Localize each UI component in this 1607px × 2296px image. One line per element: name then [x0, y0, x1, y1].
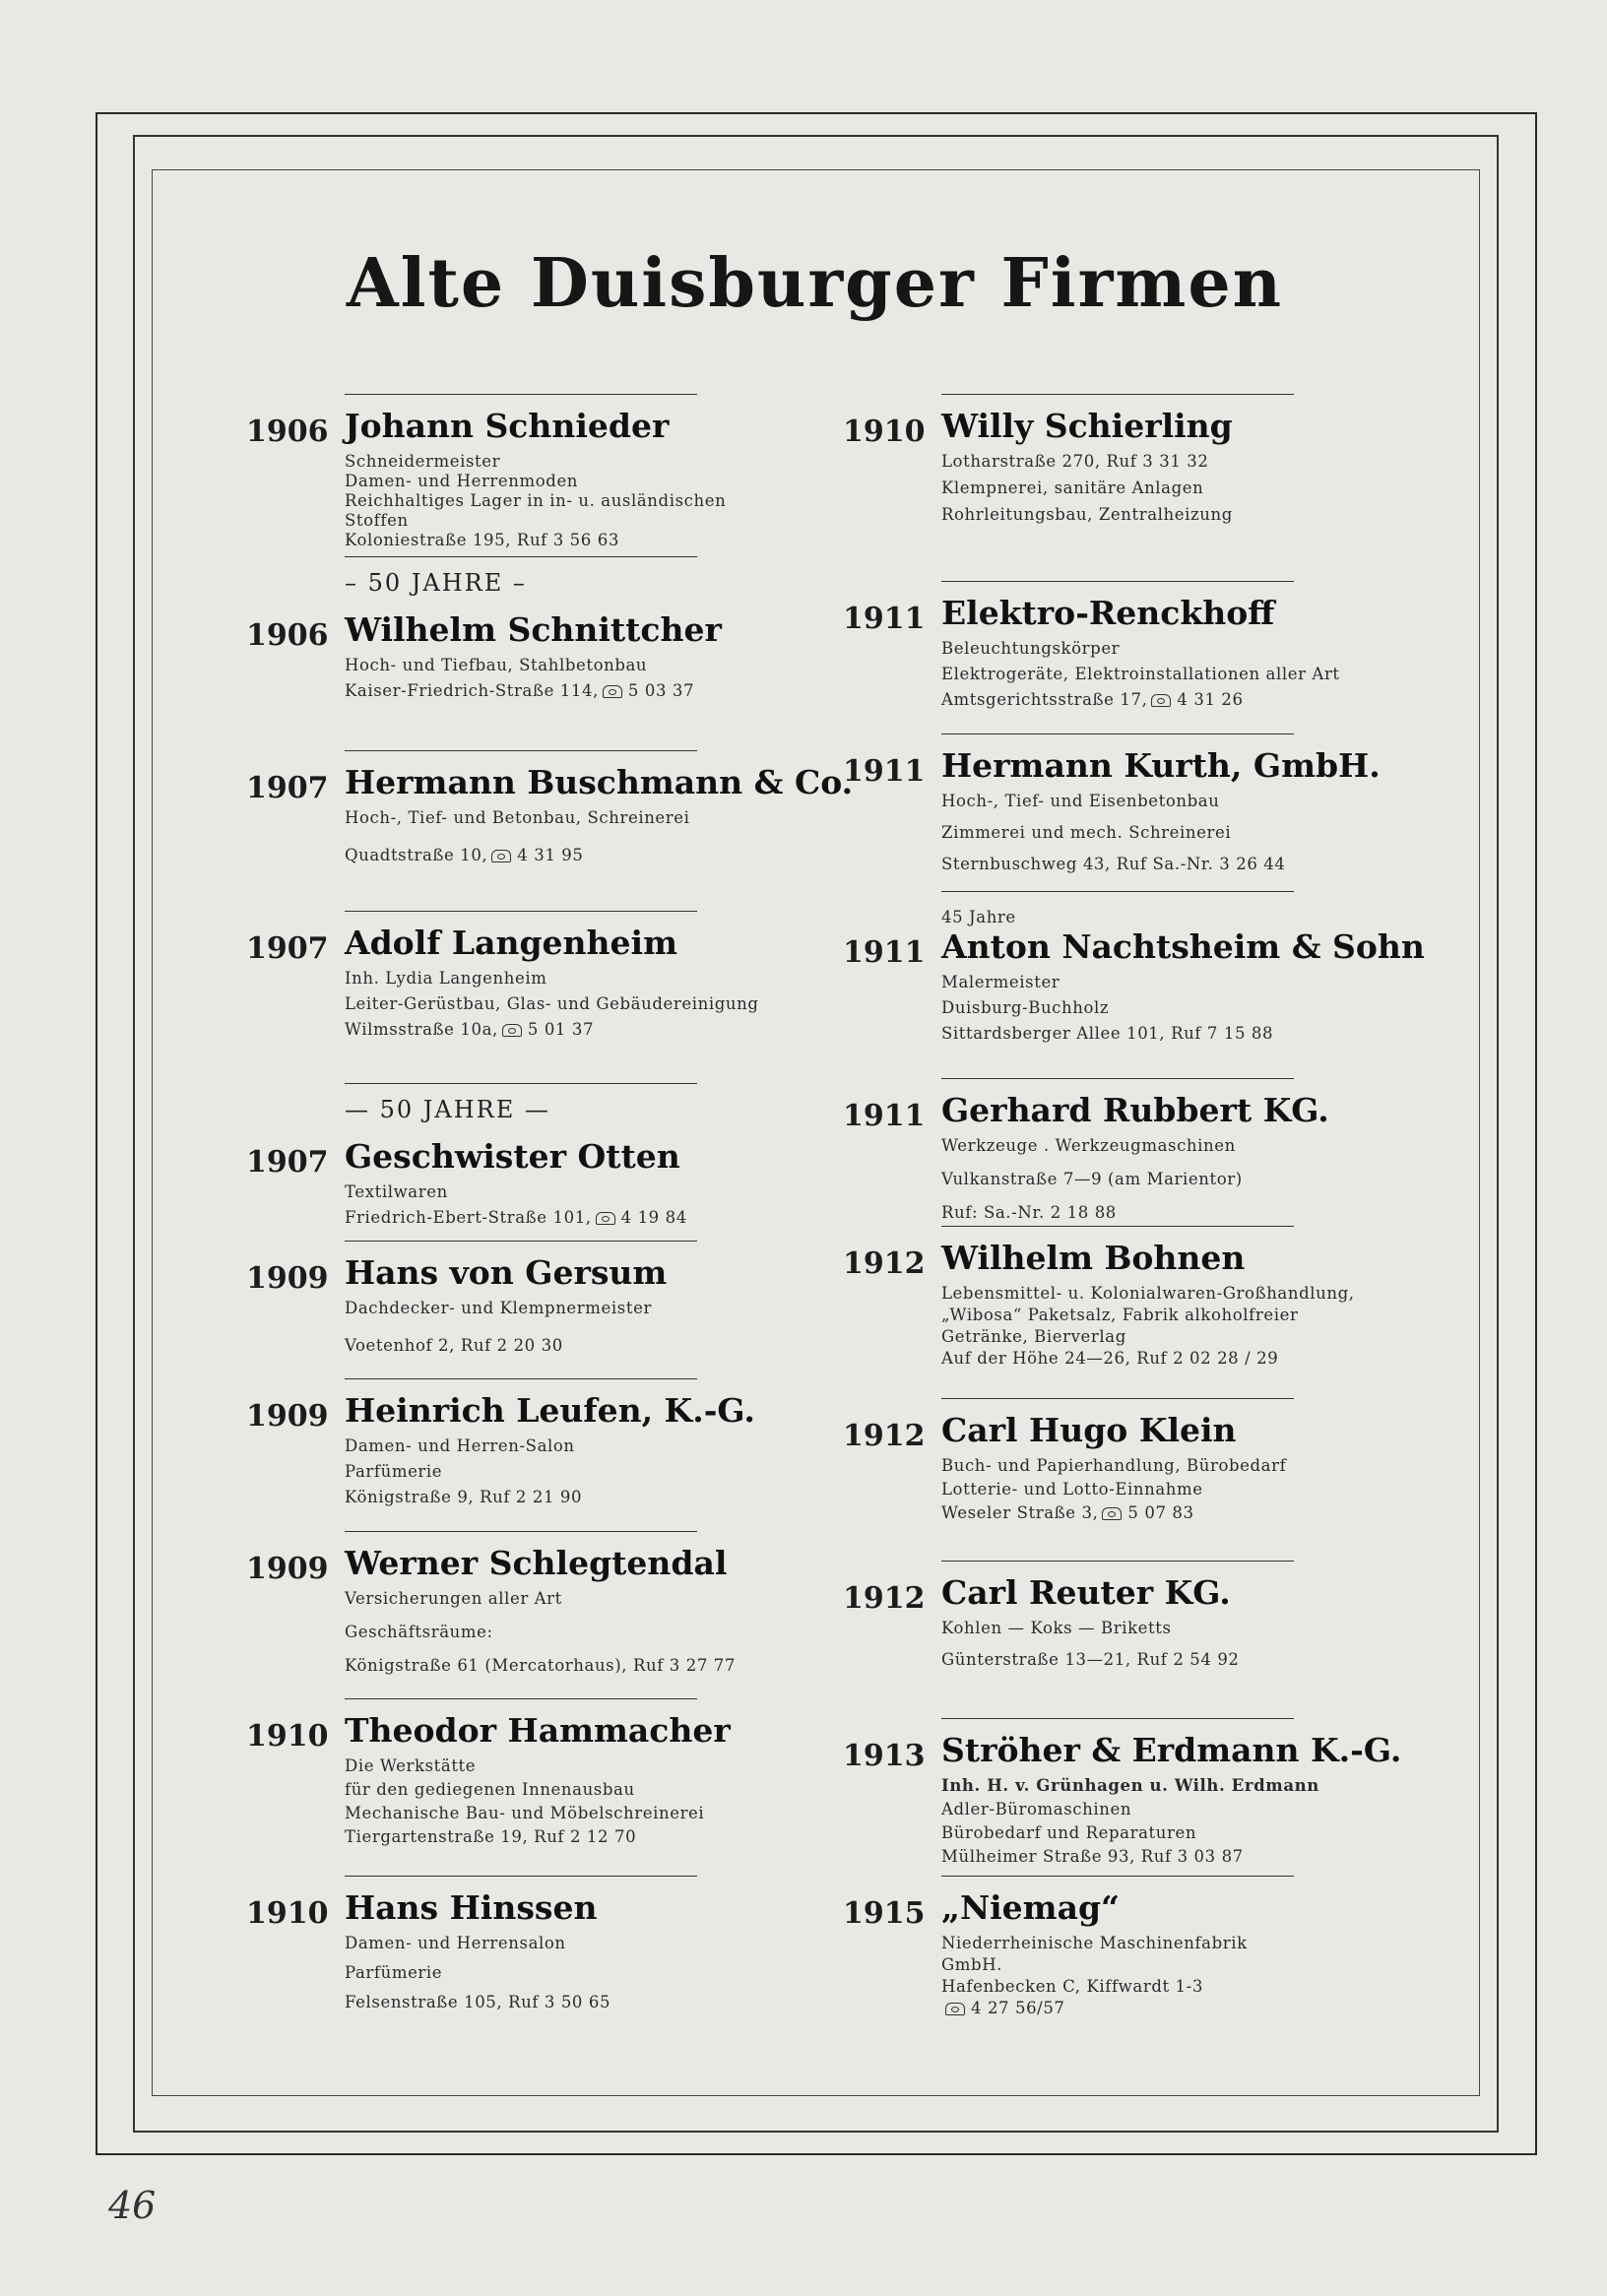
detail-text: Mülheimer Straße 93, Ruf 3 03 87: [941, 1847, 1244, 1866]
separator-rule: [345, 394, 697, 395]
firm-detail-line: [941, 1977, 1203, 1996]
firm-detail-line: [941, 1024, 1273, 1043]
detail-text: Amtsgerichtsstraße 17,: [941, 690, 1148, 709]
separator-rule: [345, 911, 697, 912]
detail-text: Sternbuschweg 43, Ruf Sa.-Nr. 3 26 44: [941, 855, 1286, 873]
firm-detail-line: [941, 1480, 1203, 1499]
firm-detail-line: [345, 1488, 582, 1506]
telephone-icon: [502, 1024, 522, 1037]
firm-detail-line: [941, 1800, 1131, 1818]
firm-detail-line: [345, 1756, 476, 1775]
separator-rule: [941, 1226, 1294, 1227]
firm-detail-line: [941, 1327, 1126, 1346]
separator-rule: [345, 1241, 697, 1242]
firm-detail-line: [941, 1456, 1286, 1475]
detail-text: GmbH.: [941, 1955, 1003, 1974]
detail-text: Hoch-, Tief- und Betonbau, Schreinerei: [345, 808, 690, 827]
phone-number: 5 03 37: [627, 681, 695, 700]
firm-detail-line: [941, 998, 1109, 1017]
firm-detail-line: [345, 1827, 636, 1846]
detail-text: Günterstraße 13—21, Ruf 2 54 92: [941, 1650, 1240, 1669]
detail-text: Duisburg-Buchholz: [941, 998, 1110, 1017]
founding-year: 1912: [843, 1246, 926, 1281]
detail-text: Königstraße 61 (Mercatorhaus), Ruf 3 27 77: [345, 1656, 736, 1675]
firm-detail-line: [345, 808, 690, 827]
firm-detail-line: [941, 1823, 1196, 1842]
firm-detail-line: [941, 505, 1233, 524]
firm-name: Hermann Kurth, GmbH.: [941, 746, 1381, 785]
founding-year: 1909: [246, 1261, 329, 1296]
firm-detail-line: [941, 1999, 1065, 2017]
firm-detail-line: [345, 491, 726, 510]
detail-text: Werkzeuge . Werkzeugmaschinen: [941, 1136, 1236, 1155]
separator-rule: [345, 1698, 697, 1699]
founding-year: 1913: [843, 1739, 926, 1773]
firm-detail-line: [345, 846, 583, 864]
detail-text: Bürobedarf und Reparaturen: [941, 1823, 1197, 1842]
firm-detail-line: [941, 452, 1209, 471]
firm-detail-line: [345, 1804, 704, 1822]
founding-year: 1911: [843, 1099, 926, 1133]
detail-text: Lotharstraße 270, Ruf 3 31 32: [941, 452, 1209, 471]
detail-text: Leiter-Gerüstbau, Glas- und Gebäudereinigung: [345, 994, 759, 1013]
firm-detail-line: [345, 1623, 493, 1641]
telephone-icon: [491, 850, 511, 862]
firm-detail-line: [345, 1993, 611, 2011]
firm-detail-line: [345, 531, 619, 549]
firm-name: Wilhelm Bohnen: [941, 1239, 1246, 1277]
detail-text: Wilmsstraße 10a,: [345, 1020, 498, 1039]
detail-text: Hafenbecken C, Kiffwardt 1-3: [941, 1977, 1203, 1996]
firm-detail-line: [941, 639, 1120, 658]
firm-detail-line: [941, 1203, 1117, 1222]
firm-name: Anton Nachtsheim & Sohn: [941, 927, 1425, 966]
firm-detail-line: [345, 1336, 563, 1355]
detail-text: Rohrleitungsbau, Zentralheizung: [941, 505, 1233, 524]
firm-detail-line: [941, 1847, 1244, 1866]
detail-text: Beleuchtungskörper: [941, 639, 1121, 658]
firm-detail-line: [941, 478, 1203, 497]
separator-rule: [941, 1078, 1294, 1079]
firm-detail-line: [941, 1955, 1002, 1974]
firm-detail-line: [345, 1182, 448, 1201]
telephone-icon: [603, 685, 622, 698]
founding-year: 1907: [246, 1145, 329, 1180]
firm-name: Wilhelm Schnittcher: [345, 610, 722, 649]
phone-number: 4 31 26: [1177, 690, 1244, 709]
firm-name: Werner Schlegtendal: [345, 1544, 728, 1582]
detail-text: Lotterie- und Lotto-Einnahme: [941, 1480, 1203, 1499]
firm-name: „Niemag“: [941, 1888, 1121, 1927]
founding-year: 1910: [843, 415, 926, 449]
firm-name: Adolf Langenheim: [345, 924, 677, 962]
detail-text: Die Werkstätte: [345, 1756, 477, 1775]
detail-text: Klempnerei, sanitäre Anlagen: [941, 478, 1204, 497]
firm-detail-line: [941, 1776, 1319, 1795]
firm-detail-line: [345, 1589, 562, 1608]
firm-detail-line: [941, 973, 1060, 991]
firm-detail-line: [941, 1650, 1240, 1669]
firm-name: Geschwister Otten: [345, 1137, 680, 1176]
firm-detail-line: [345, 452, 500, 471]
separator-rule: [345, 556, 697, 557]
detail-text: Adler-Büromaschinen: [941, 1800, 1132, 1818]
detail-text: Textilwaren: [345, 1182, 448, 1201]
firm-detail-line: [941, 1934, 1248, 1952]
firm-detail-line: [345, 1020, 594, 1039]
detail-text: „Wibosa“ Paketsalz, Fabrik alkoholfreier: [941, 1306, 1299, 1324]
detail-text: für den gediegenen Innenausbau: [345, 1780, 635, 1799]
firm-name: Theodor Hammacher: [345, 1711, 731, 1750]
detail-text: Friedrich-Ebert-Straße 101,: [345, 1208, 592, 1227]
detail-text: Stoffen: [345, 511, 409, 530]
founding-year: 1911: [843, 602, 926, 636]
separator-rule: [345, 1378, 697, 1379]
firm-detail-line: [941, 690, 1244, 709]
detail-text: Mechanische Bau- und Möbelschreinerei: [345, 1804, 705, 1822]
founding-year: 1906: [246, 415, 329, 449]
firm-detail-line: [345, 1436, 575, 1455]
founding-year: 1907: [246, 771, 329, 805]
phone-number: 4 19 84: [620, 1208, 687, 1227]
firm-detail-line: [345, 1462, 442, 1481]
detail-text: Getränke, Bierverlag: [941, 1327, 1126, 1346]
separator-rule: [345, 750, 697, 751]
detail-text: Inh. Lydia Langenheim: [345, 969, 547, 988]
founding-year: 1911: [843, 935, 926, 970]
telephone-icon: [1151, 694, 1171, 707]
detail-text: Ruf: Sa.-Nr. 2 18 88: [941, 1203, 1117, 1222]
phone-number: 5 01 37: [527, 1020, 595, 1039]
firm-detail-line: [345, 969, 546, 988]
detail-text: Felsenstraße 105, Ruf 3 50 65: [345, 1993, 611, 2011]
firm-detail-line: [345, 656, 647, 674]
telephone-icon: [596, 1212, 615, 1225]
detail-text: Quadtstraße 10,: [345, 846, 488, 864]
detail-text: Damen- und Herrensalon: [345, 1934, 566, 1952]
separator-rule: [345, 1083, 697, 1084]
firm-detail-line: [345, 681, 694, 700]
firm-detail-line: [941, 1306, 1298, 1324]
founding-year: 1912: [843, 1581, 926, 1616]
firm-detail-line: [941, 1619, 1172, 1637]
firm-detail-line: [941, 823, 1231, 842]
detail-text: Parfümerie: [345, 1963, 443, 1982]
detail-text: Hoch-, Tief- und Eisenbetonbau: [941, 792, 1220, 810]
separator-rule: [941, 891, 1294, 892]
detail-text: Geschäftsräume:: [345, 1623, 493, 1641]
separator-rule: [941, 1718, 1294, 1719]
firm-detail-line: [941, 1503, 1194, 1522]
detail-text: Inh. H. v. Grünhagen u. Wilh. Erdmann: [941, 1776, 1319, 1795]
founding-year: 1910: [246, 1896, 329, 1931]
detail-text: Damen- und Herren-Salon: [345, 1436, 575, 1455]
firm-detail-line: [941, 665, 1340, 683]
separator-rule: [345, 1876, 697, 1877]
separator-rule: [941, 1876, 1294, 1877]
founding-year: 1912: [843, 1419, 926, 1453]
telephone-icon: [1102, 1507, 1122, 1520]
firm-name: Heinrich Leufen, K.-G.: [345, 1391, 755, 1430]
firm-name: Hermann Buschmann & Co.: [345, 763, 854, 801]
founding-year: 1907: [246, 931, 329, 966]
firm-name: Ströher & Erdmann K.-G.: [941, 1731, 1402, 1769]
firm-detail-line: [345, 472, 578, 490]
firm-name: Hans Hinssen: [345, 1888, 598, 1927]
separator-rule: [345, 1531, 697, 1532]
telephone-icon: [945, 2003, 965, 2015]
detail-text: Niederrheinische Maschinenfabrik: [941, 1934, 1248, 1952]
detail-text: Koloniestraße 195, Ruf 3 56 63: [345, 531, 619, 549]
firm-detail-line: [345, 994, 758, 1013]
detail-text: Elektrogeräte, Elektroinstallationen aller Art: [941, 665, 1340, 683]
firm-detail-line: [941, 1170, 1243, 1188]
firm-name: Johann Schnieder: [345, 407, 670, 445]
firm-name: Willy Schierling: [941, 407, 1233, 445]
firm-detail-line: [941, 855, 1285, 873]
separator-rule: [941, 581, 1294, 582]
founding-year: 1911: [843, 754, 926, 789]
detail-text: Malermeister: [941, 973, 1061, 991]
firm-name: Carl Hugo Klein: [941, 1411, 1237, 1449]
firm-name: Carl Reuter KG.: [941, 1573, 1231, 1612]
anniversary-label: — 50 JAHRE —: [345, 1096, 550, 1123]
firm-detail-line: [345, 1656, 736, 1675]
firm-name: Gerhard Rubbert KG.: [941, 1091, 1329, 1129]
detail-text: Weseler Straße 3,: [941, 1503, 1099, 1522]
separator-rule: [941, 733, 1294, 734]
anniversary-label: 45 Jahre: [941, 908, 1016, 926]
detail-text: Tiergartenstraße 19, Ruf 2 12 70: [345, 1827, 637, 1846]
detail-text: Lebensmittel- u. Kolonialwaren-Großhandlung,: [941, 1284, 1355, 1303]
separator-rule: [941, 1398, 1294, 1399]
separator-rule: [941, 394, 1294, 395]
detail-text: Sittardsberger Allee 101, Ruf 7 15 88: [941, 1024, 1274, 1043]
detail-text: Buch- und Papierhandlung, Bürobedarf: [941, 1456, 1287, 1475]
firm-name: Elektro-Renckhoff: [941, 594, 1275, 632]
firm-detail-line: [941, 1349, 1278, 1368]
detail-text: Dachdecker- und Klempnermeister: [345, 1299, 652, 1317]
page-number: 46: [108, 2184, 157, 2227]
detail-text: Versicherungen aller Art: [345, 1589, 562, 1608]
anniversary-label: – 50 JAHRE –: [345, 569, 527, 597]
firm-detail-line: [941, 792, 1219, 810]
phone-number: 4 27 56/57: [971, 1999, 1065, 2017]
detail-text: Zimmerei und mech. Schreinerei: [941, 823, 1232, 842]
phone-number: 5 07 83: [1127, 1503, 1194, 1522]
founding-year: 1909: [246, 1399, 329, 1434]
firm-detail-line: [345, 1299, 652, 1317]
detail-text: Hoch- und Tiefbau, Stahlbetonbau: [345, 656, 648, 674]
detail-text: Königstraße 9, Ruf 2 21 90: [345, 1488, 583, 1506]
founding-year: 1909: [246, 1552, 329, 1586]
detail-text: Vulkanstraße 7—9 (am Marientor): [941, 1170, 1243, 1188]
detail-text: Voetenhof 2, Ruf 2 20 30: [345, 1336, 563, 1355]
founding-year: 1910: [246, 1719, 329, 1754]
founding-year: 1915: [843, 1896, 926, 1931]
founding-year: 1906: [246, 618, 329, 653]
separator-rule: [941, 1561, 1294, 1562]
firm-detail-line: [345, 511, 409, 530]
page-title: Alte Duisburger Firmen: [346, 244, 1284, 323]
detail-text: Parfümerie: [345, 1462, 443, 1481]
firm-detail-line: [345, 1208, 687, 1227]
detail-text: Kaiser-Friedrich-Straße 114,: [345, 681, 599, 700]
detail-text: Kohlen — Koks — Briketts: [941, 1619, 1172, 1637]
firm-detail-line: [345, 1934, 566, 1952]
detail-text: Damen- und Herrenmoden: [345, 472, 579, 490]
detail-text: Auf der Höhe 24—26, Ruf 2 02 28 / 29: [941, 1349, 1279, 1368]
firm-detail-line: [345, 1780, 635, 1799]
firm-name: Hans von Gersum: [345, 1253, 668, 1292]
firm-detail-line: [941, 1284, 1355, 1303]
firm-detail-line: [345, 1963, 442, 1982]
detail-text: Reichhaltiges Lager in in- u. ausländischen: [345, 491, 727, 510]
detail-text: Schneidermeister: [345, 452, 501, 471]
firm-detail-line: [941, 1136, 1236, 1155]
phone-number: 4 31 95: [517, 846, 584, 864]
